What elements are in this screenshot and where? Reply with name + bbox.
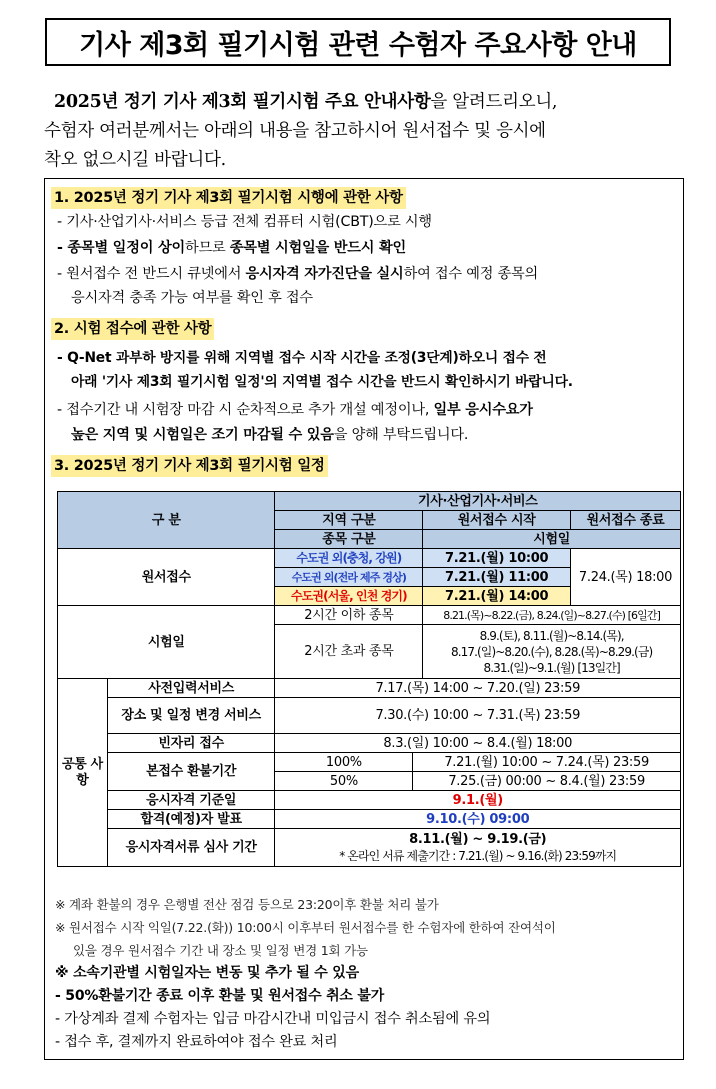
sub2-date-l2: 8.17.(일)~8.20.(수), 8.28.(목)~8.29.(금)	[450, 644, 653, 659]
b2-a: - 종목별 일정이 상이	[57, 240, 185, 256]
page-title: 기사 제3회 필기시험 관련 수험자 주요사항 안내	[45, 18, 671, 66]
s2b2-b: 일부 응시수요가	[433, 402, 533, 418]
section2-bullet-2	[57, 399, 533, 421]
start-header: 원서접수 시작	[423, 511, 571, 530]
sub1-date: 8.21.(목)~8.22.(금), 8.24.(일)~8.27.(수) [6일간]	[423, 606, 681, 625]
common-label: 공통 사항	[58, 679, 108, 867]
region-2-start: 7.21.(월) 11:00	[423, 568, 571, 587]
note-2-cont: 있을 경우 원서접수 기간 내 장소 및 일정 변경 1회 가능	[73, 943, 368, 958]
apply-label: 원서접수	[58, 549, 275, 606]
refund-label: 본접수 환불기간	[107, 753, 275, 791]
announce-label: 합격(예정)자 발표	[107, 810, 275, 829]
region-header: 지역 구분	[275, 511, 423, 530]
sub2-date	[423, 625, 681, 679]
b3-a: - 원서접수 전 반드시 큐넷에서	[57, 266, 246, 282]
sub2-date-l3: 8.31.(일)~9.1.(월) [13일간]	[483, 660, 620, 675]
intro-line-2: 수험자 여러분께서는 아래의 내용을 참고하시어 원서접수 및 응시에	[44, 121, 546, 141]
note-1: ※ 계좌 환불의 경우 은행별 전산 점검 등으로 23:20이후 환불 처리 불가	[55, 897, 439, 912]
b2-b: 하므로	[184, 240, 230, 256]
note-4: - 50%환불기간 종료 이후 환불 및 원서접수 취소 불가	[55, 988, 385, 1004]
section1-bullet-3	[57, 263, 538, 285]
section1-heading: 1. 2025년 정기 기사 제3회 필기시험 시행에 관한 사항	[51, 187, 406, 209]
gubun-header: 구 분	[58, 492, 275, 549]
s2b2-a: - 접수기간 내 시험장 마감 시 순차적으로 추가 개설 예정이나,	[57, 402, 434, 418]
change-date: 7.30.(수) 10:00 ~ 7.31.(목) 23:59	[275, 698, 681, 734]
refund50-label: 50%	[275, 772, 413, 791]
region-3: 수도권(서울, 인천 경기)	[275, 587, 423, 606]
note-3: ※ 소속기관별 시험일자는 변동 및 추가 될 수 있음	[55, 965, 359, 981]
subject-header: 종목 구분	[275, 530, 423, 549]
section2-bullet-2-cont	[71, 424, 468, 446]
region-1: 수도권 외(충청, 강원)	[275, 549, 423, 568]
apply-end: 7.24.(목) 18:00	[571, 549, 681, 606]
section2-bullet-1: - Q-Net 과부하 방지를 위해 지역별 접수 시작 시간을 조정(3단계)하오니 접수 전	[57, 350, 547, 366]
refund100-label: 100%	[275, 753, 413, 772]
review-cell	[275, 829, 681, 867]
sub2-label: 2시간 초과 종목	[275, 625, 423, 679]
section3-heading: 3. 2025년 정기 기사 제3회 필기시험 일정	[51, 455, 328, 477]
section1-bullet-2	[57, 237, 406, 259]
vacancy-label: 빈자리 접수	[107, 734, 275, 753]
intro-bold: 2025년 정기 기사 제3회 필기시험 주요 안내사항	[54, 92, 431, 112]
sub1-label: 2시간 이하 종목	[275, 606, 423, 625]
intro-rest: 을 알려드리오니,	[430, 92, 558, 112]
intro-line-3: 착오 없으시길 바랍니다.	[44, 150, 226, 170]
b3-b: 응시자격 자가진단을 실시	[245, 266, 404, 282]
examday-header: 시험일	[423, 530, 681, 549]
pre-input-date: 7.17.(목) 14:00 ~ 7.20.(일) 23:59	[275, 679, 681, 698]
b3-c: 하여 접수 예정 종목의	[403, 266, 539, 282]
note-5: - 가상계좌 결제 수험자는 입금 마감시간내 미입금시 접수 취소됨에 유의	[55, 1011, 491, 1027]
s2b2-c: 높은 지역 및 시험일은 조기 마감될 수 있음	[71, 427, 334, 443]
section2-bullet-1-cont: 아래 '기사 제3회 필기시험 일정'의 지역별 접수 시간을 반드시 확인하시기 바랍니다.	[71, 374, 573, 390]
announce-date: 9.10.(수) 09:00	[275, 810, 681, 829]
section1-bullet-3-cont: 응시자격 충족 가능 여부를 확인 후 접수	[71, 290, 313, 306]
section1-bullet-1: - 기사·산업기사·서비스 등급 전체 컴퓨터 시험(CBT)으로 시행	[57, 214, 432, 230]
change-label: 장소 및 일정 변경 서비스	[107, 698, 275, 734]
notes-section	[55, 893, 679, 1054]
basis-label: 응시자격 기준일	[107, 791, 275, 810]
review-label: 응시자격서류 심사 기간	[107, 829, 275, 867]
review-date: 8.11.(월) ~ 9.19.(금)	[409, 831, 547, 847]
note-2: ※ 원서접수 시작 익일(7.22.(화)) 10:00시 이후부터 원서접수를 한 수험자에 한하여 잔여석이	[55, 920, 556, 935]
notice-box	[44, 178, 684, 1060]
group-header: 기사·산업기사·서비스	[275, 492, 681, 511]
region-2: 수도권 외(전라 제주 경상)	[275, 568, 423, 587]
section2-heading: 2. 시험 접수에 관한 사항	[51, 318, 214, 340]
review-note: * 온라인 서류 제출기간 : 7.21.(월) ~ 9.16.(화) 23:59까지	[339, 848, 617, 863]
note-6: - 접수 후, 결제까지 완료하여야 접수 완료 처리	[55, 1034, 338, 1050]
end-header: 원서접수 종료	[571, 511, 681, 530]
intro-line-1	[44, 88, 684, 117]
basis-date: 9.1.(월)	[275, 791, 681, 810]
vacancy-date: 8.3.(일) 10:00 ~ 8.4.(월) 18:00	[275, 734, 681, 753]
intro-paragraph	[44, 88, 684, 175]
s2b2-d: 을 양해 부탁드립니다.	[333, 427, 469, 443]
refund100-date: 7.21.(월) 10:00 ~ 7.24.(목) 23:59	[413, 753, 681, 772]
sub2-date-l1: 8.9.(토), 8.11.(월)~8.14.(목),	[479, 628, 624, 643]
schedule-table	[57, 491, 681, 867]
region-3-start: 7.21.(월) 14:00	[423, 587, 571, 606]
pre-input-label: 사전입력서비스	[107, 679, 275, 698]
refund50-date: 7.25.(금) 00:00 ~ 8.4.(월) 23:59	[413, 772, 681, 791]
region-1-start: 7.21.(월) 10:00	[423, 549, 571, 568]
b2-c: 종목별 시험일을 반드시 확인	[229, 240, 407, 256]
examday-label: 시험일	[58, 606, 275, 679]
